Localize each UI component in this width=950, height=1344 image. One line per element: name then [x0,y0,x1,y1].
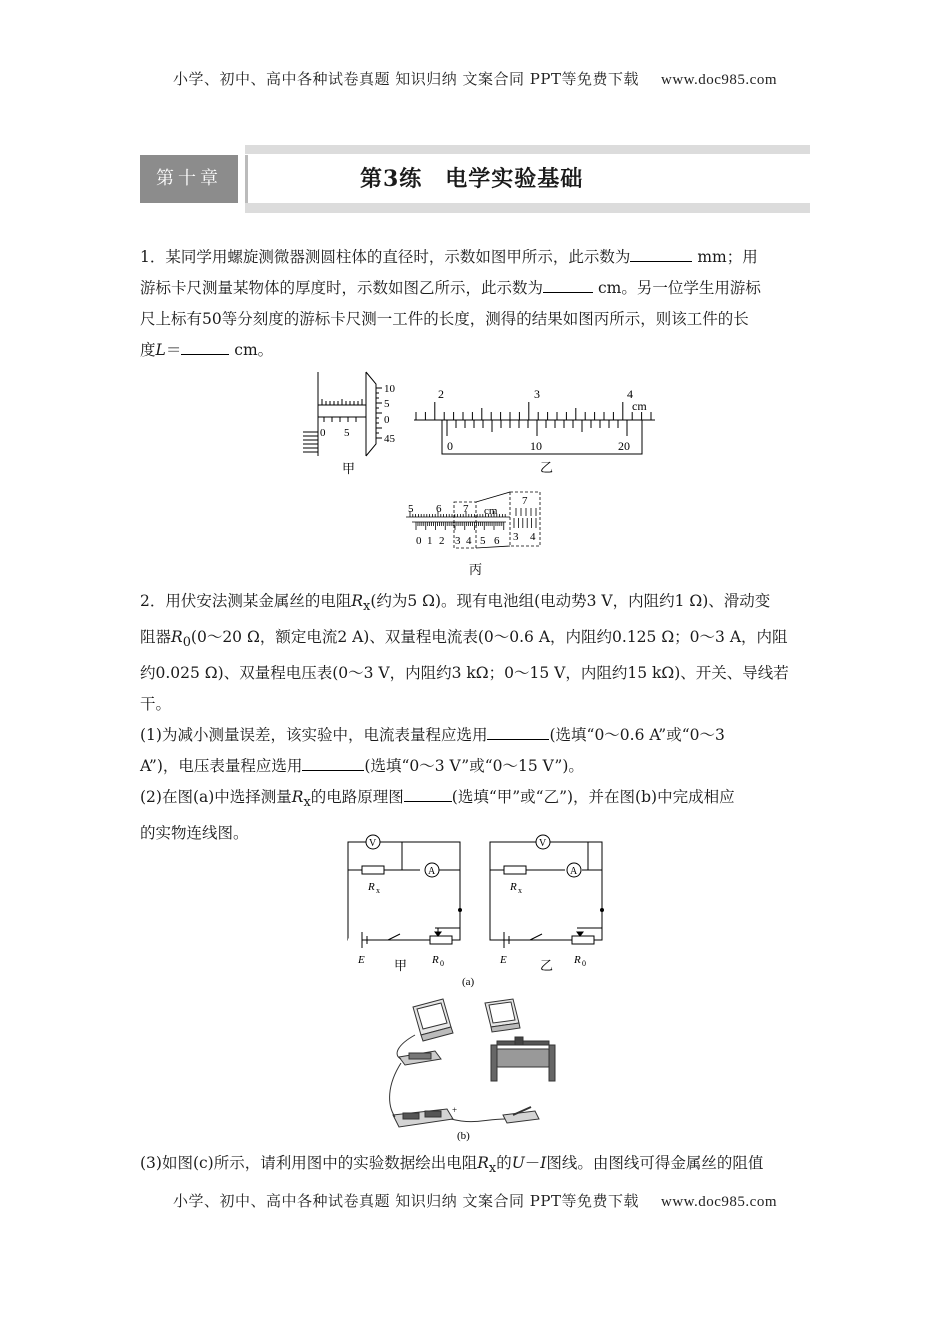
q2-sub3-dash: － [524,1154,541,1172]
scale-label: 2 [439,535,445,547]
q2-line2-tail: (0～20 Ω，额定电流2 A)、双量程电流表(0～0.6 A，内阻约0.125 Ω；0～3 A，内阻 [190,628,788,647]
answer-blank[interactable] [543,278,593,293]
scale-label: 5 [344,427,350,439]
scale-label: 2 [438,387,444,401]
scale-label: 4 [530,531,536,543]
scale-label: 0 [384,414,390,426]
resistor-label: R [368,881,375,893]
emf-label: E [500,954,507,966]
var-U: U [511,1154,525,1172]
q1-line3: 尺上标有50等分刻度的游标卡尺测一工件的长度，测得的结果如图丙所示，则该工件的长 [140,310,749,328]
var-sub: x [363,599,371,615]
q1-line1: 1．某同学用螺旋测微器测圆柱体的直径时，示数如图甲所示，此示数为 [140,248,631,266]
question-1-text [140,242,810,366]
q2-line3: 约0.025 Ω)、双量程电压表(0～3 V，内阻约3 kΩ；0～15 V，内阻约15 kΩ)、开关、导线若 [140,664,789,683]
circuit-diagram-a [340,828,620,990]
rheostat-label: R [574,954,581,966]
ammeter-label: A [570,866,578,877]
figure-label: (b) [457,1130,470,1142]
q2-line2: 阻器 [140,628,172,647]
var-I: I [540,1154,547,1172]
q1-line2-tail: cm。另一位学生用游标 [597,279,761,297]
voltmeter-label: V [369,838,377,849]
q2-sub3: (3)如图(c)所示，请利用图中的实验数据绘出电阻 [140,1154,478,1172]
q2-sub1-line2-tail: (选填“0～3 V”或“0～15 V”)。 [364,757,584,776]
scale-label: 3 [455,535,461,547]
resistor-label: R [510,881,517,893]
rheostat-sub: 0 [440,959,444,968]
chapter-banner [140,145,810,213]
scale-label: 5 [384,398,390,410]
var-sub: x [303,795,311,811]
var-R: R [351,592,364,610]
circuit-loop [348,842,460,940]
resistor-sub: x [376,886,380,895]
voltmeter-label: V [539,838,547,849]
answer-blank[interactable] [181,340,229,355]
emf-label: E [358,954,365,966]
var-R: R [171,628,183,647]
scale-label: 0 [416,535,422,547]
q2-line1: 2．用伏安法测某金属丝的电阻 [140,592,352,610]
scale-label: 4 [466,535,472,547]
scale-label: 0 [447,439,453,453]
var-sub: x [488,1161,497,1177]
header-url[interactable]: www.doc985.com [660,72,777,88]
footer-text: 小学、初中、高中各种试卷真题 知识归纳 文案合同 PPT等免费下载 [172,1192,639,1210]
q2-sub3-tail: 图线。由图线可得金属丝的阻值 [546,1154,764,1172]
q2-sub1-line2: A”)，电压表量程应选用 [140,757,303,776]
circuit-caption: 甲 [394,958,408,973]
micrometer-figure [298,370,398,480]
circuit-caption: 乙 [540,958,554,973]
q2-sub1: (1)为减小测量误差，该实验中，电流表量程应选用 [140,726,488,745]
q2-sub2-mid: 的电路原理图 [310,788,404,807]
q1-eq: ＝ [165,341,182,359]
banner-strip [245,145,810,154]
answer-blank[interactable] [404,787,452,802]
scale-label: 0 [320,427,326,439]
header-text: 小学、初中、高中各种试卷真题 知识归纳 文案合同 PPT等免费下载 [172,70,639,88]
ammeter-label: A [428,866,436,877]
q1-line4: 度 [140,341,156,359]
unit-label: cm [484,505,498,517]
question-2-text [140,586,810,849]
q1-line1-tail: mm；用 [697,248,758,266]
footer-url[interactable]: www.doc985.com [660,1194,777,1210]
var-R: R [477,1154,489,1172]
page-footer [0,1190,950,1211]
figure-label: (a) [462,976,475,988]
q1-line2: 游标卡尺测量某物体的厚度时，示数如图乙所示，此示数为 [140,279,544,297]
q2-sub2-line2: 的实物连线图。 [140,824,249,843]
scale-label: 6 [494,535,500,547]
question-2-sub3 [140,1148,810,1184]
page-header [0,68,950,89]
q2-line1-tail: (约为5 Ω)。现有电池组(电动势3 V，内阻约1 Ω)、滑动变 [370,592,771,610]
chapter-label: 第十章 [140,155,238,203]
answer-blank[interactable] [302,756,364,771]
q2-sub2: (2)在图(a)中选择测量 [140,788,292,807]
vernier-caliper-figure [410,382,660,474]
figure-caption: 甲 [342,461,356,476]
scale-label: 1 [427,535,433,547]
var-L: L [155,341,166,359]
scale-label: 5 [480,535,486,547]
scale-label: 20 [618,439,630,453]
rheostat-label: R [432,954,439,966]
vernier-50-figure [402,490,552,582]
banner-strip [245,203,810,213]
scale-label: 4 [627,387,633,401]
answer-blank[interactable] [487,725,549,740]
apparatus-figure-b [385,995,565,1145]
scale-label: 3 [513,531,519,543]
terminal-plus: + [452,1105,458,1115]
lesson-title: 第3练 电学实验基础 [245,155,810,203]
figure-caption: 乙 [540,460,554,474]
q2-sub3-de: 的 [496,1154,512,1172]
q2-sub2-tail: (选填“甲”或“乙”)，并在图(b)中完成相应 [451,788,735,807]
scale-label: 7 [522,495,528,507]
scale-label: 5 [408,503,414,515]
scale-label: 10 [530,439,542,453]
scale-label: 45 [384,433,395,445]
scale-label: 7 [463,503,469,515]
answer-blank[interactable] [630,247,692,262]
rheostat-sub: 0 [582,959,586,968]
resistor-sub: x [518,886,522,895]
scale-label: 10 [384,383,395,395]
var-sub: 0 [182,635,191,651]
scale-label: 3 [534,387,540,401]
figure-caption: 丙 [469,562,483,577]
q2-sub1-tail: (选填“0～0.6 A”或“0～3 [549,726,725,745]
q1-line4-tail: cm。 [234,341,274,359]
var-R: R [291,788,304,807]
q2-line4: 干。 [140,695,172,714]
unit-label: cm [632,399,647,413]
scale-label: 6 [436,503,442,515]
